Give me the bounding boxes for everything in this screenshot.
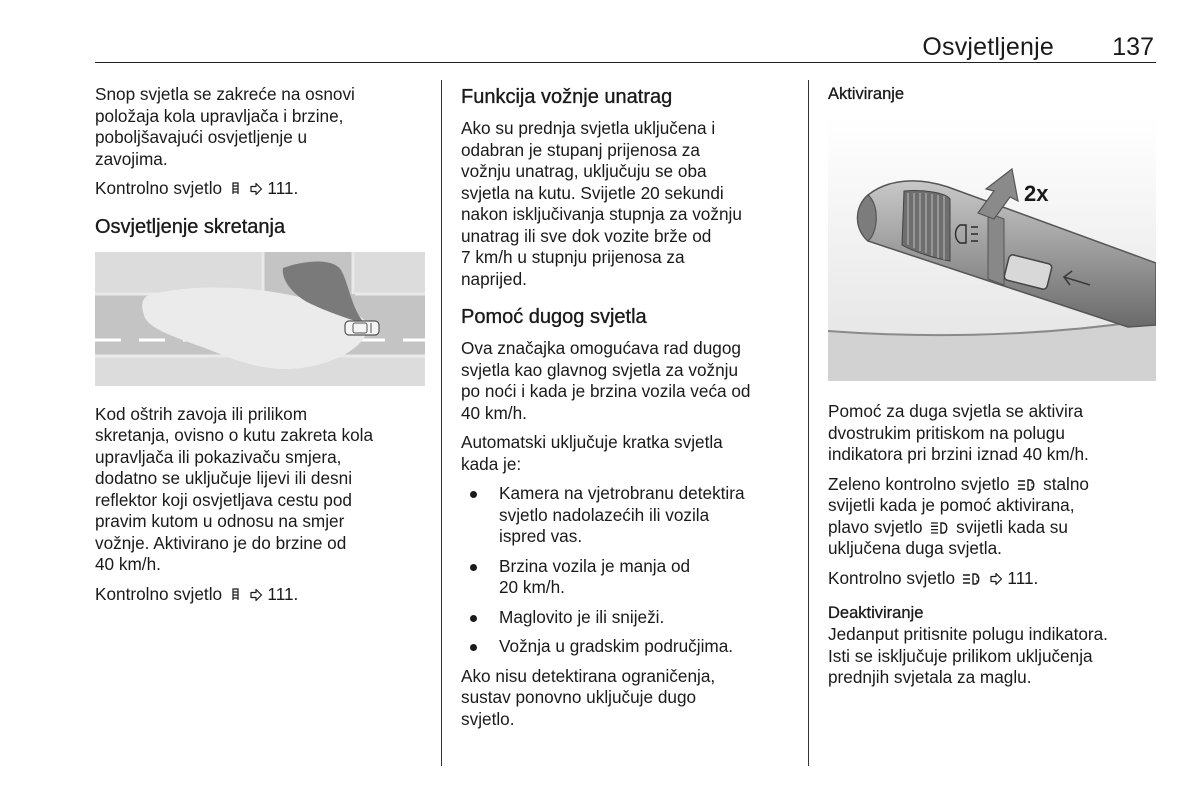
bullet-icon [470, 644, 477, 651]
list-item: Brzina vozila je manja od 20 km/h. [461, 556, 791, 599]
page-title: Osvjetljenje [922, 33, 1054, 61]
list-item: Maglovito je ili sniježi. [461, 607, 791, 629]
section-title-deactivation: Deaktiviranje [828, 604, 924, 622]
indicator-reference: Kontrolno svjetlo 111. [828, 567, 1039, 588]
deactivation-paragraph: Jedanput pritisnite polugu indikatora. Isti se isključuje prilikom uključenja prednjih svjetala za maglu. [828, 624, 1108, 687]
page-reference-icon [249, 588, 263, 602]
press-count-label: 2x [1024, 181, 1049, 206]
intro-paragraph: Snop svjetla se zakreće na osnovi položaja kola upravljača i brzine, poboljšavajući osvjetljenje u zavojima. [95, 84, 355, 169]
bullet-icon [470, 491, 477, 498]
indicator-reference: Kontrolno svjetlo 111. [95, 178, 299, 198]
column-middle [461, 84, 791, 738]
section-title-reverse: Funkcija vožnje unatrag [461, 86, 673, 108]
column-left [95, 84, 425, 613]
section-title-activation: Aktiviranje [828, 85, 905, 103]
column-divider-right [808, 80, 809, 766]
cornering-paragraph: Kod oštrih zavoja ili prilikom skretanja, ovisno o kutu zakreta kola upravljača ili pokazivaču smjera, dodatno se uključuje lijevi ili desni reflektor koji osvjetljava cestu pod pravim kutom u odnosu na smjer vožnje. Aktivirano je do brzine od 40 km/h. [95, 403, 374, 574]
page-header [95, 30, 1156, 63]
bullet-icon [470, 564, 477, 571]
indicator-reference: Kontrolno svjetlo 111. [95, 583, 299, 604]
high-beam-assist-icon [1016, 478, 1036, 492]
cornering-light-icon [230, 588, 242, 602]
conditions-list [461, 483, 791, 658]
list-item: Kamera na vjetrobranu detektira svjetlo nadolazećih ili vozila ispred vas. [461, 483, 791, 548]
closing-paragraph: Ako nisu detektirana ograničenja, sustav ponovno uključuje dugo svjetlo. [461, 665, 716, 729]
auto-low-beam-paragraph: Automatski uključuje kratka svjetla kada je: [461, 432, 723, 474]
cornering-light-illustration [95, 252, 425, 386]
list-item: Vožnja u gradskim područjima. [461, 636, 791, 658]
indicator-lights-paragraph: Zeleno kontrolno svjetlo stalno svijetli kada je pomoć aktivirana, plavo svjetlo svijetli kada su uključena duga svjetla. [828, 473, 1089, 558]
section-title-cornering: Osvjetljenje skretanja [95, 215, 286, 238]
reverse-paragraph: Ako su prednja svjetla uključena i odabran je stupanj prijenosa za vožnju unatrag, uključuju se oba svjetla na kutu. Svijetle 20 sekundi nakon isključivanja stupnja za vožnju unatrag ili sve dok vozite brže od 7 km/h u stupnju prijenosa za naprijed. [461, 118, 742, 289]
page-number: 137 [1112, 33, 1154, 61]
column-divider-left [441, 80, 442, 766]
section-title-high-beam-assist: Pomoć dugog svjetla [461, 306, 647, 328]
activation-paragraph: Pomoć za duga svjetla se aktivira dvostrukim pritiskom na polugu indikatora pri brzini iznad 40 km/h. [828, 401, 1089, 464]
cornering-light-icon [230, 182, 242, 196]
page-reference-icon [989, 572, 1003, 586]
indicator-stalk-illustration [828, 117, 1156, 381]
page-reference-icon [249, 182, 263, 196]
high-beam-paragraph: Ova značajka omogućava rad dugog svjetla kao glavnog svjetla za vožnju po noći i kada je brzina vozila veća od 40 km/h. [461, 338, 751, 423]
column-right [828, 84, 1158, 697]
high-beam-icon [929, 521, 949, 535]
high-beam-assist-icon [961, 572, 981, 586]
bullet-icon [470, 615, 477, 622]
